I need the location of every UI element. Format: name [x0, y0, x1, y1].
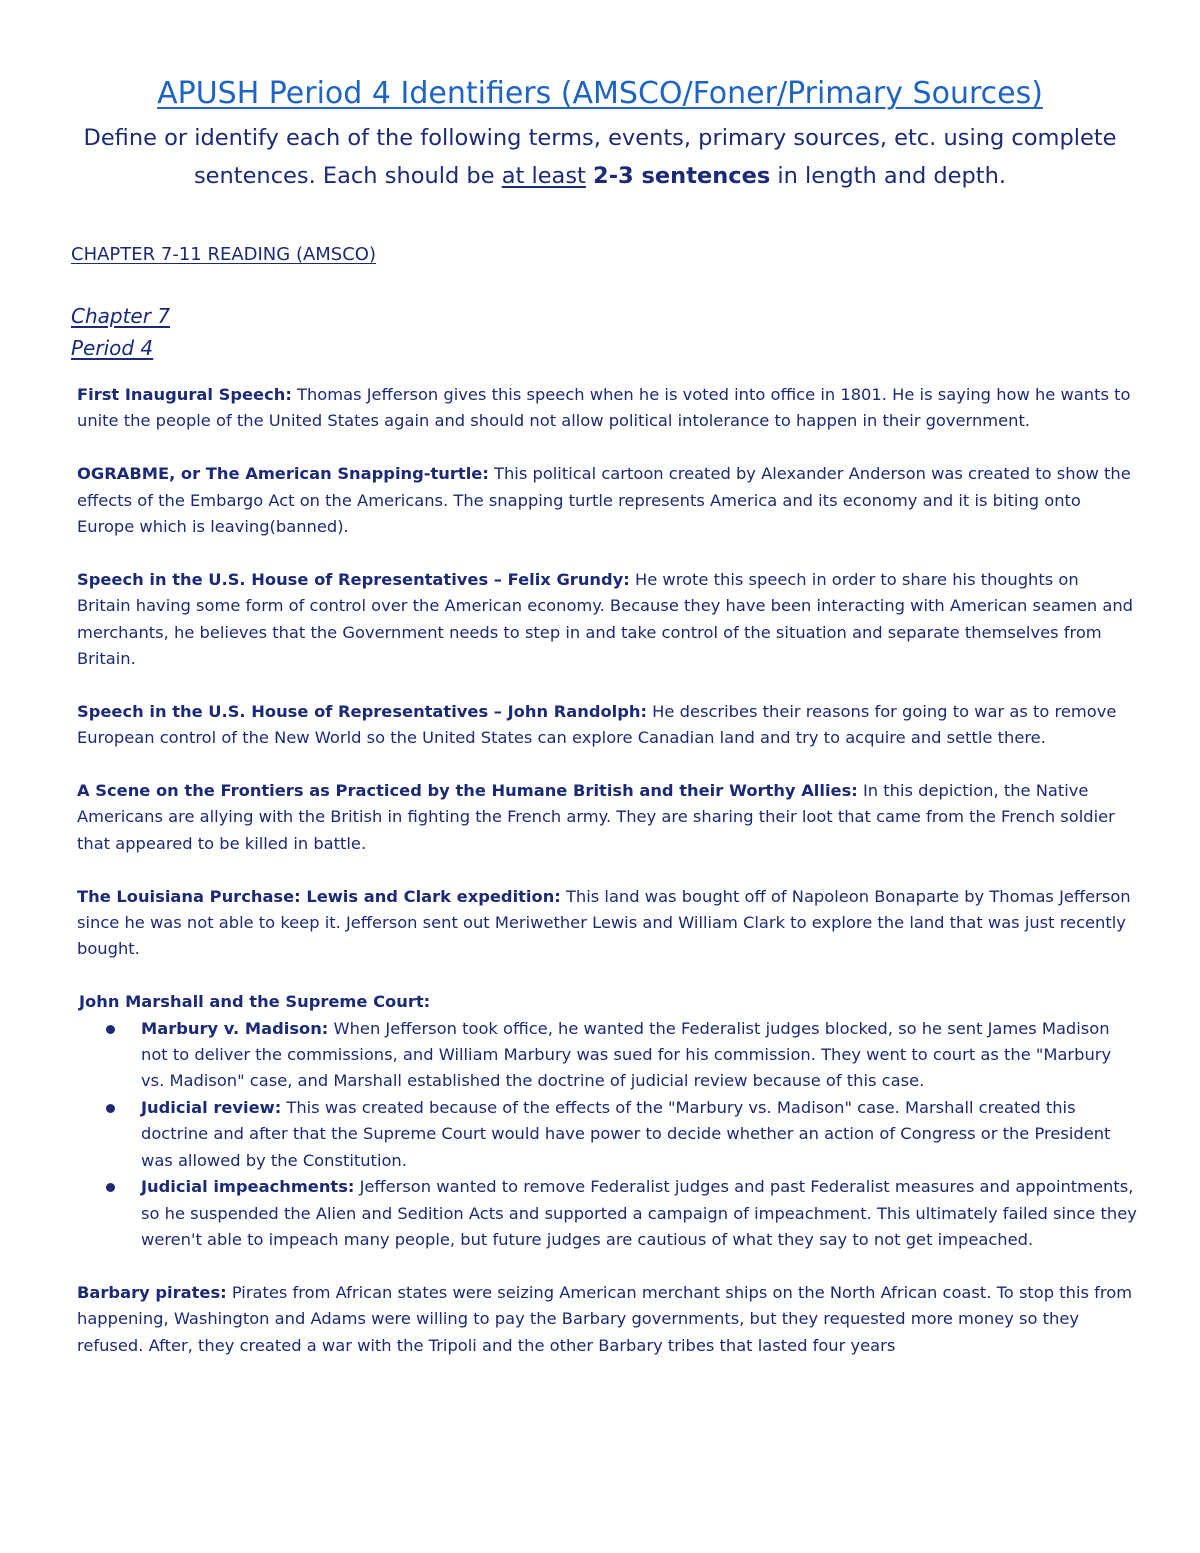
bullet-dot-icon: [106, 1025, 115, 1034]
section-heading: CHAPTER 7-11 READING (AMSCO): [71, 244, 376, 265]
bullet-definition: Jefferson wanted to remove Federalist judges and past Federalist measures and appointments, so he suspended the Alien and Sedition Acts and supported a campaign of impeachment. This ultimately failed since they weren't able to impeach many people, but future judges are cautious of what they say to not get impeached.: [141, 1177, 1137, 1249]
period-heading: Period 4: [71, 336, 154, 360]
entry-definition: Pirates from African states were seizing American merchant ships on the North African coast. To stop this from happening, Washington and Adams were willing to pay the Barbary governments, but they requested more money so they refused. After, they created a war with the Tripoli and the other Barbary tribes that lasted four years: [77, 1282, 1133, 1355]
page-subtitle: [60, 119, 1140, 195]
bullet-judicial-impeachments: [141, 1174, 1137, 1253]
entry-first-inaugural-speech: [77, 382, 1137, 435]
bullet-marbury-v-madison: [141, 1016, 1137, 1095]
entry-term: Barbary pirates:: [77, 1282, 227, 1302]
entry-term: First Inaugural Speech:: [77, 385, 292, 404]
entry-definition: This political cartoon created by Alexander Anderson was created to show the effects of the Embargo Act on the Americans. The snapping turtle represents America and its economy and it is biting onto Europe which is leaving(banned).: [77, 464, 1131, 537]
entry-definition: He wrote this speech in order to share his thoughts on Britain having some form of control over the American economy. Because they have been interacting with American seamen and merchants, he believes that the Government needs to step in and take control of the situation and separate themselves from Britain.: [77, 569, 1133, 669]
entry-barbary-pirates: [77, 1280, 1137, 1359]
entry-term: OGRABME, or The American Snapping-turtle:: [77, 464, 489, 484]
marshall-heading: John Marshall and the Supreme Court:: [79, 992, 431, 1012]
entry-felix-grundy: [77, 567, 1137, 673]
entry-term: Speech in the U.S. House of Representatives – John Randolph:: [77, 701, 647, 721]
bullet-judicial-review: [141, 1095, 1137, 1174]
bullet-dot-icon: [106, 1104, 115, 1113]
page-title: APUSH Period 4 Identifiers (AMSCO/Foner/Primary Sources): [157, 76, 1043, 111]
bullet-term: Judicial review:: [141, 1097, 282, 1117]
bullet-term: Marbury v. Madison:: [141, 1018, 329, 1038]
entry-term: A Scene on the Frontiers as Practiced by the Humane British and their Worthy Allies:: [77, 781, 858, 801]
bullet-dot-icon: [106, 1183, 115, 1192]
subtitle-underlined-text: at least: [501, 163, 586, 189]
subtitle-text: Define or identify each of the following terms, events, primary sources, etc. using complete sentences. Each should be: [83, 125, 1117, 189]
entry-term: The Louisiana Purchase: Lewis and Clark expedition:: [77, 886, 561, 906]
entry-scene-on-the-frontiers: [77, 778, 1137, 857]
subtitle-text-end: in length and depth.: [770, 163, 1007, 189]
bullet-definition: When Jefferson took office, he wanted the Federalist judges blocked, so he sent James Madison not to deliver the commissions, and William Marbury was sued for his commission. They went to court as the "Marbury vs. Madison" case, and Marshall established the doctrine of judicial review because of this case.: [141, 1018, 1112, 1091]
bullet-term: Judicial impeachments:: [141, 1177, 355, 1197]
entries-list: [77, 382, 1137, 1385]
marshall-bullet-list: [77, 1016, 1137, 1254]
entry-john-randolph: [77, 699, 1137, 752]
bullet-definition: This was created because of the effects of the "Marbury vs. Madison" case. Marshall created this doctrine and after that the Supreme Court would have power to decide whether an action of Congress or the President was allowed by the Constitution.: [141, 1097, 1111, 1170]
subtitle-space: [586, 163, 593, 189]
chapter-heading: Chapter 7: [71, 304, 171, 328]
entry-ograbme: [77, 461, 1137, 540]
entry-louisiana-purchase: [77, 884, 1137, 963]
subtitle-bold-text: 2-3 sentences: [593, 163, 771, 189]
entry-definition: In this depiction, the Native Americans are allying with the British in fighting the French army. They are sharing their loot that came from the French soldier that appeared to be killed in battle.: [77, 781, 1115, 853]
entry-definition: Thomas Jefferson gives this speech when he is voted into office in 1801. He is saying how he wants to unite the people of the United States again and should not allow political intolerance to happen in their government.: [77, 385, 1131, 431]
entry-definition: He describes their reasons for going to war as to remove European control of the New World so the United States can explore Canadian land and try to acquire and settle there.: [77, 701, 1117, 748]
entry-term: Speech in the U.S. House of Representatives – Felix Grundy:: [77, 569, 630, 589]
entry-definition: This land was bought off of Napoleon Bonaparte by Thomas Jefferson since he was not able to keep it. Jefferson sent out Meriwether Lewis and William Clark to explore the land that was just recently bought.: [77, 886, 1131, 959]
